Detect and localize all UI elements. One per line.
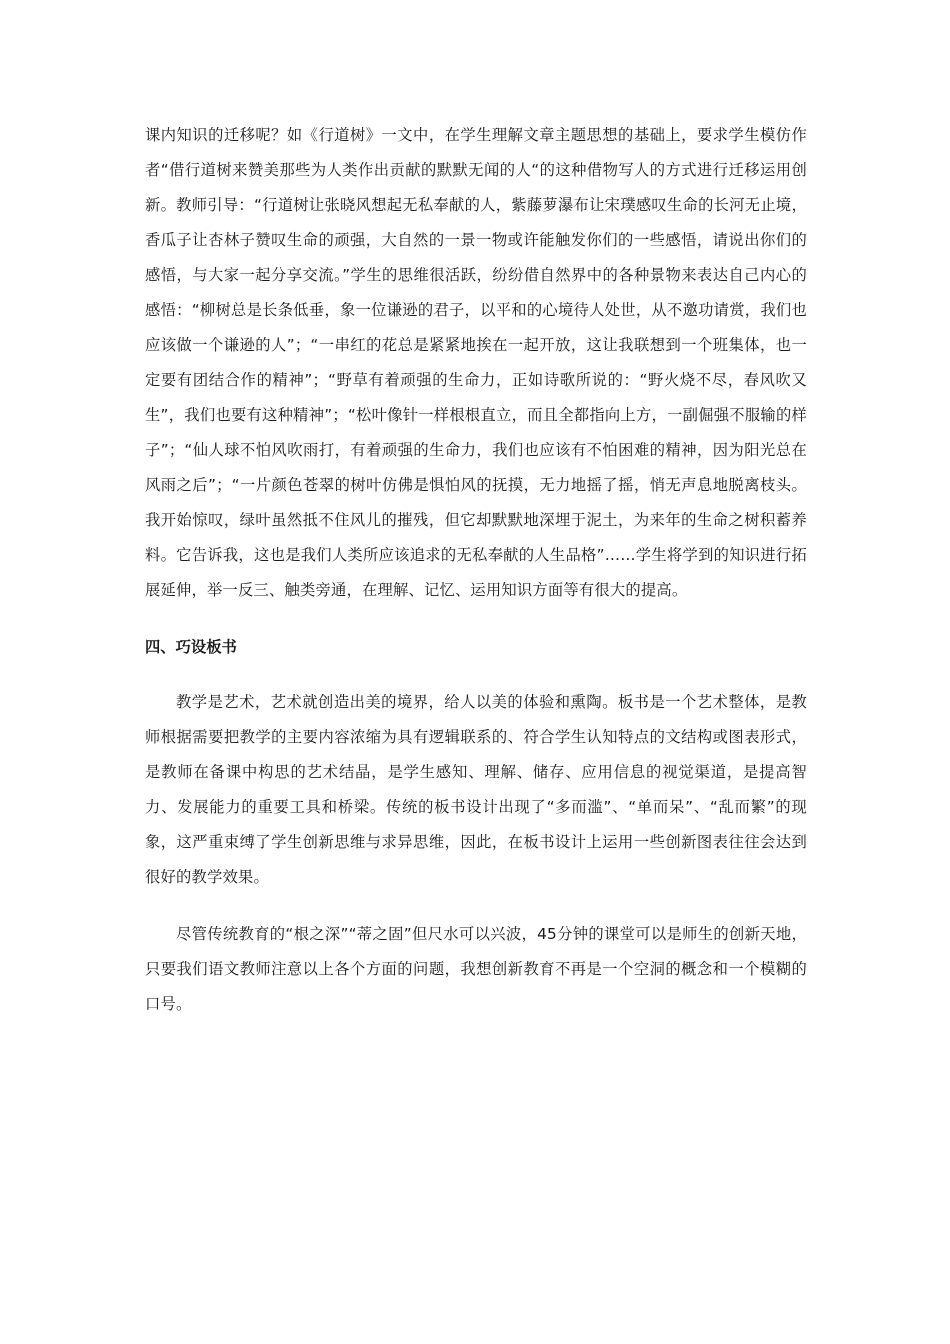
body-paragraph: 教学是艺术，艺术就创造出美的境界，给人以美的体验和熏陶。板书是一个艺术整体，是教师根据需要把教学的主要内容浓缩为具有逻辑联系的、符合学生认知特点的文结构或图表形式，是教师在备课中构思的艺术结晶，是学生感知、理解、储存、应用信息的视觉渠道，是提高智力、发展能力的重要工具和桥梁。传统的板书设计出现了“多而滥”、“单而呆”、“乱而繁”的现象，这严重束缚了学生创新思维与求异思维，因此，在板书设计上运用一些创新图表往往会达到很好的教学效果。 — [145, 693, 807, 886]
paragraph-gap — [145, 608, 807, 630]
body-paragraph-continued: 课内知识的迁移呢？如《行道树》一文中，在学生理解文章主题思想的基础上，要求学生模仿作者“借行道树来赞美那些为人类作出贡献的默默无闻的人“的这种借物写人的方式进行迁移运用创新。教师引导：“行道树让张晓风想起无私奉献的人，紫藤萝瀑布让宋璞感叹生命的长河无止境，香瓜子让杏林子赞叹生命的顽强，大自然的一景一物或许能触发你们的一些感悟，请说出你们的感悟，与大家一起分享交流。”学生的思维很活跃，纷纷借自然界中的各种景物来表达自己内心的感悟：“柳树总是长条低垂，象一位谦逊的君子，以平和的心境待人处世，从不邀功请赏，我们也应该做一个谦逊的人”；“一串红的花总是紧紧地挨在一起开放，这让我联想到一个班集体，也一定要有团结合作的精神”；“野草有着顽强的生命力，正如诗歌所说的：“野火烧不尽，春风吹又生”，我们也要有这种精神”；“松叶像针一样根根直立，而且全都指向上方，一副倔强不服输的样子”；“仙人球不怕风吹雨打，有着顽强的生命力，我们也应该有不怕困难的精神，因为阳光总在风雨之后”；“一片颜色苍翠的树叶仿佛是惧怕风的抚摸，无力地摇了摇，悄无声息地脱离枝头。我开始惊叹，绿叶虽然抵不住风儿的摧残，但它却默默地深埋于泥土，为来年的生命之树积蓄养料。它告诉我，这也是我们人类所应该追求的无私奉献的人生品格”……学生将学到的知识进行拓展延伸，举一反三、触类旁通，在理解、记忆、运用知识方面等有很大的提高。 — [145, 126, 807, 599]
paragraph-gap — [145, 665, 807, 685]
section-heading: 四、巧设板书 — [145, 638, 237, 656]
paragraph-gap — [145, 895, 807, 917]
closing-paragraph: 尽管传统教育的“根之深”“蒂之固”但尺水可以兴波，45分钟的课堂可以是师生的创新天地，只要我们语文教师注意以上各个方面的问题，我想创新教育不再是一个空洞的概念和一个模糊的口号。 — [145, 925, 807, 1013]
document-page — [145, 118, 807, 1022]
